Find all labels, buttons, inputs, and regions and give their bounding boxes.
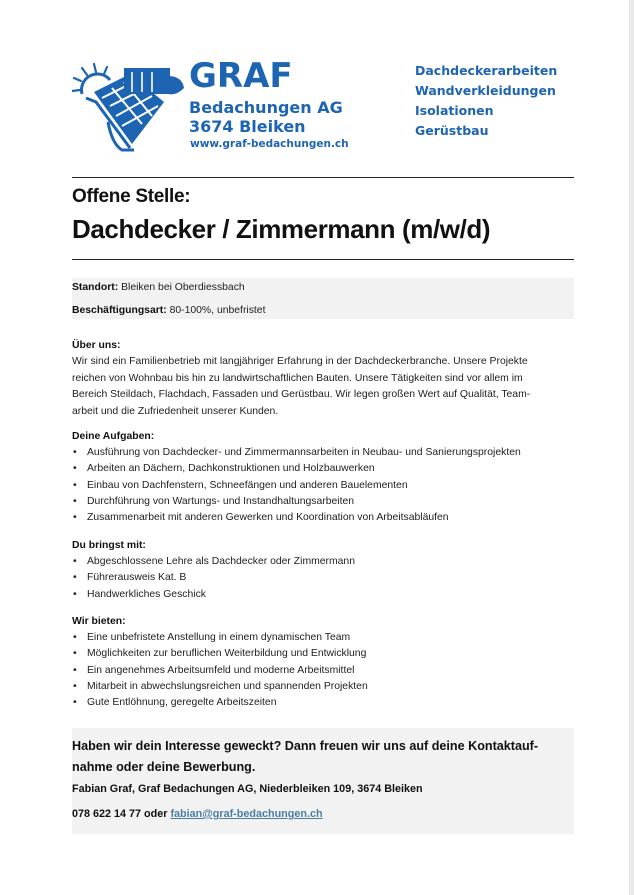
cta-line: Haben wir dein Interesse geweckt? Dann freuen wir uns auf deine Kontaktauf- <box>72 739 539 753</box>
service-item: Isolationen <box>415 103 494 118</box>
bullet-icon: • <box>73 556 77 567</box>
bullet-icon: • <box>73 479 77 491</box>
bullet-icon: • <box>73 512 77 524</box>
list-item <box>72 646 574 662</box>
list-item-text: Zusammenarbeit mit anderen Gewerken und Koordination von Arbeitsabläufen <box>87 512 449 524</box>
brand-location: 3674 Bleiken <box>189 117 306 136</box>
cta-line: nahme oder deine Bewerbung. <box>72 760 256 774</box>
bullet-icon: • <box>73 648 77 660</box>
service-item: Wandverkleidungen <box>415 83 556 98</box>
bullet-icon: • <box>73 463 77 475</box>
employment-label: Beschäftigungsart: <box>72 305 167 316</box>
tasks-list <box>72 445 574 526</box>
bullet-icon: • <box>73 572 77 584</box>
list-item-text: Gute Entlöhnung, geregelte Arbeitszeiten <box>87 697 277 709</box>
about-line: Bereich Steildach, Flachdach, Fassaden und Gerüstbau. Wir legen großen Wert auf Qualität, Team- <box>72 389 531 400</box>
posting-label: Offene Stelle: <box>72 186 191 207</box>
list-item <box>72 570 574 586</box>
location-value: Bleiken bei Oberdiessbach <box>121 282 245 293</box>
list-item <box>72 478 574 494</box>
bullet-icon: • <box>73 632 77 643</box>
divider <box>72 259 574 260</box>
list-item <box>72 445 574 461</box>
list-item-text: Durchführung von Wartungs- und Instandhaltungsarbeiten <box>87 495 355 507</box>
skills-section <box>72 538 574 603</box>
cta-message <box>72 736 572 778</box>
skills-list <box>72 554 574 603</box>
list-item <box>72 587 574 603</box>
offer-list <box>72 630 574 711</box>
employment-value: 80-100%, unbefristet <box>169 305 266 316</box>
bullet-icon: • <box>73 680 77 692</box>
bullet-icon: • <box>73 588 77 600</box>
location-label: Standort: <box>72 282 119 293</box>
list-item-text: Ein angenehmes Arbeitsumfeld und moderne Arbeitsmittel <box>87 664 355 676</box>
page-edge <box>629 0 634 895</box>
brand-name: GRAF <box>189 56 293 96</box>
list-item <box>72 461 574 477</box>
list-item-text: Abgeschlossene Lehre als Dachdecker oder Zimmermann <box>87 556 355 567</box>
list-item-text: Handwerkliches Geschick <box>87 588 206 600</box>
offer-heading: Wir bieten: <box>72 616 126 627</box>
service-item: Dachdeckerarbeiten <box>415 63 558 78</box>
skills-heading: Du bringst mit: <box>72 540 146 551</box>
list-item <box>72 510 574 526</box>
brand-website-link[interactable]: www.graf-bedachungen.ch <box>190 138 349 150</box>
list-item-text: Einbau von Dachfenstern, Schneefängen und anderen Bauelementen <box>87 479 408 491</box>
list-item-text: Mitarbeit in abwechslungsreichen und spannenden Projekten <box>87 680 368 692</box>
list-item-text: Arbeiten an Dächern, Dachkonstruktionen und Holzbauwerken <box>87 463 375 475</box>
letterhead <box>72 58 582 158</box>
list-item <box>72 494 574 510</box>
contact-phone-row <box>72 808 323 820</box>
location-row <box>72 282 245 293</box>
tasks-heading: Deine Aufgaben: <box>72 431 155 442</box>
phone-number: 078 622 14 77 oder <box>72 808 171 820</box>
list-item <box>72 695 574 711</box>
brand-company: Bedachungen AG <box>189 98 343 117</box>
email-link[interactable]: fabian@graf-bedachungen.ch <box>170 808 323 820</box>
job-title: Dachdecker / Zimmermann (m/w/d) <box>72 214 491 244</box>
list-item-text: Ausführung von Dachdecker- und Zimmermannsarbeiten in Neubau- und Sanierungsprojekten <box>87 447 521 458</box>
about-line: reichen von Wohnbau bis hin zu landwirtschaftlichen Bauten. Unsere Tätigkeiten sind vor allem im <box>72 372 523 384</box>
list-item-text: Möglichkeiten zur beruflichen Weiterbildung und Entwicklung <box>87 648 367 660</box>
list-item <box>72 554 574 570</box>
list-item <box>72 679 574 695</box>
bullet-icon: • <box>73 447 77 458</box>
offer-section <box>72 614 574 711</box>
about-heading: Über uns: <box>72 340 121 351</box>
list-item-text: Eine unbefristete Anstellung in einem dynamischen Team <box>87 632 351 643</box>
about-line: arbeit und die Zufriedenheit unserer Kunden. <box>72 405 279 417</box>
roof-sun-logo-icon <box>72 62 187 152</box>
list-item <box>72 630 574 646</box>
divider <box>72 177 574 178</box>
services-list <box>415 61 557 141</box>
about-line: Wir sind ein Familienbetrieb mit langjähriger Erfahrung in der Dachdeckerbranche. Unsere Projekte <box>72 356 528 367</box>
bullet-icon: • <box>73 697 77 709</box>
tasks-section <box>72 429 574 526</box>
list-item-text: Führerausweis Kat. B <box>87 572 187 584</box>
employment-row <box>72 305 265 316</box>
contact-address: Fabian Graf, Graf Bedachungen AG, Niederbleiken 109, 3674 Bleiken <box>72 783 423 795</box>
bullet-icon: • <box>73 664 77 676</box>
bullet-icon: • <box>73 495 77 507</box>
service-item: Gerüstbau <box>415 123 489 138</box>
about-section <box>72 338 574 420</box>
list-item <box>72 663 574 679</box>
